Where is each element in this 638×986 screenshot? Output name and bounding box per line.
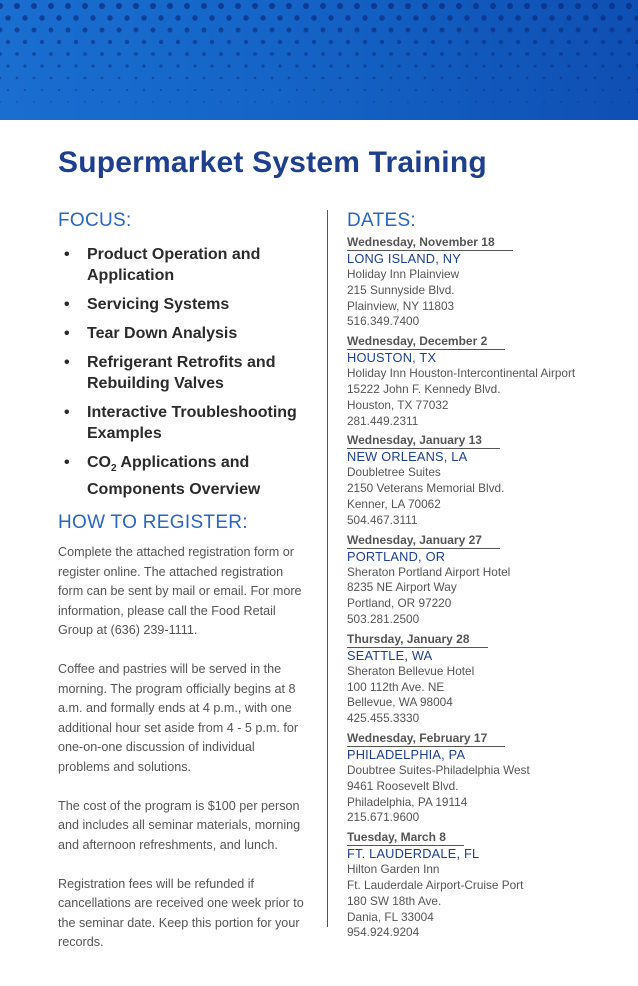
focus-item [64,323,314,344]
event-detail: 2150 Veterans Memorial Blvd. [347,481,505,496]
event-detail: Holiday Inn Plainview [347,267,460,281]
dates-list [347,233,602,943]
event-detail: Sheraton Bellevue Hotel [347,663,475,678]
bullet-icon: • [64,354,70,371]
event-entry [347,233,602,330]
register-paragraph: Complete the attached registration form or register online. The attached registration form can be sent by mail or email. For more information, please call the Food Retail Group at (636) 239-1111. [58,545,302,637]
event-detail: 100 112th Ave. NE [347,679,445,694]
event-day: Wednesday, February 17 [347,731,505,747]
event-detail: 215.671.9600 [347,810,420,825]
event-detail: Portland, OR 97220 [347,596,452,611]
bullet-icon: • [64,246,70,263]
focus-item-subscript: 2 [111,463,117,475]
focus-item [64,452,314,500]
bullet-icon: • [64,296,70,313]
event-entry [347,630,602,727]
event-detail: 9461 Roosevelt Blvd. [347,778,459,793]
event-day: Thursday, January 28 [347,632,488,648]
focus-item [64,294,314,315]
event-day: Tuesday, March 8 [347,830,464,846]
event-entry [347,828,602,941]
focus-item [64,352,314,394]
focus-list [64,244,314,508]
event-day: Wednesday, January 27 [347,533,500,549]
event-entry [347,729,602,826]
event-detail: 15222 John F. Kennedy Blvd. [347,381,501,396]
register-text [58,543,310,972]
event-city: SEATTLE, WA [347,647,433,663]
bullet-icon: • [64,325,70,342]
event-city: LONG ISLAND, NY [347,251,461,266]
focus-heading: FOCUS: [58,210,132,231]
event-detail: 8235 NE Airport Way [347,580,457,595]
page-title: Supermarket System Training [58,146,487,179]
column-divider [327,210,328,927]
focus-item-text: Product Operation and Application [87,246,261,284]
event-detail: Dania, FL 33004 [347,909,434,924]
dates-heading: DATES: [347,210,417,231]
focus-item-text: Tear Down Analysis [87,325,238,342]
focus-item-text: Refrigerant Retrofits and Rebuilding Valves [87,354,276,392]
register-heading: HOW TO REGISTER: [58,512,248,533]
event-entry [347,332,602,429]
bullet-icon: • [64,404,70,421]
event-detail: 180 SW 18th Ave. [347,893,442,908]
event-detail: 425.455.3330 [347,711,420,726]
focus-item [64,244,314,286]
event-detail: Doubtree Suites-Philadelphia West [347,762,530,777]
header-banner [0,0,638,120]
event-detail: 954.924.9204 [347,925,420,940]
event-detail: 504.467.3111 [347,512,418,527]
focus-item-text: CO [87,454,111,471]
event-detail: 281.449.2311 [347,413,419,428]
event-detail: Holiday Inn Houston-Intercontinental Airport [347,366,576,381]
event-city: PHILADELPHIA, PA [347,746,466,762]
event-detail: Doubletree Suites [347,465,441,480]
event-day: Wednesday, January 13 [347,433,500,449]
event-detail: Hilton Garden Inn [347,862,440,877]
event-day: Wednesday, November 18 [347,235,513,251]
event-city: FT. LAUDERDALE, FL [347,846,480,862]
focus-item-text: Applications and Components Overview [87,454,261,499]
focus-item-text: Servicing Systems [87,296,230,313]
event-day: Wednesday, December 2 [347,334,505,350]
register-paragraph: Coffee and pastries will be served in the morning. The program officially begins at 8 a.m. and formally ends at 4 p.m., with one additional hour set aside from 4 - 5 p.m. for one-on-one discussion of individual problems and solutions. [58,662,299,774]
focus-item [64,402,314,444]
event-detail: Ft. Lauderdale Airport-Cruise Port [347,877,524,892]
event-detail: 215 Sunnyside Blvd. [347,282,455,297]
event-detail: Houston, TX 77032 [347,397,449,412]
event-detail: Kenner, LA 70062 [347,496,441,511]
event-detail: 516.349.7400 [347,314,420,329]
dot-pattern-decoration [0,0,638,120]
event-detail: Sheraton Portland Airport Hotel [347,564,511,579]
event-detail: Bellevue, WA 98004 [347,695,453,710]
event-city: PORTLAND, OR [347,548,446,564]
focus-item-text: Interactive Troubleshooting Examples [87,404,297,442]
bullet-icon: • [64,454,70,471]
event-detail: Plainview, NY 11803 [347,298,455,313]
event-detail: Philadelphia, PA 19114 [347,794,468,809]
event-detail: 503.281.2500 [347,611,420,626]
event-entry [347,431,602,528]
event-entry [347,531,602,628]
register-paragraph: The cost of the program is $100 per person and includes all seminar materials, morning and afternoon refreshments, and lunch. [58,798,301,852]
event-city: HOUSTON, TX [347,350,437,366]
event-city: NEW ORLEANS, LA [347,449,468,465]
register-paragraph: Registration fees will be refunded if cancellations are received one week prior to the seminar date. Keep this portion for your records. [58,876,304,949]
